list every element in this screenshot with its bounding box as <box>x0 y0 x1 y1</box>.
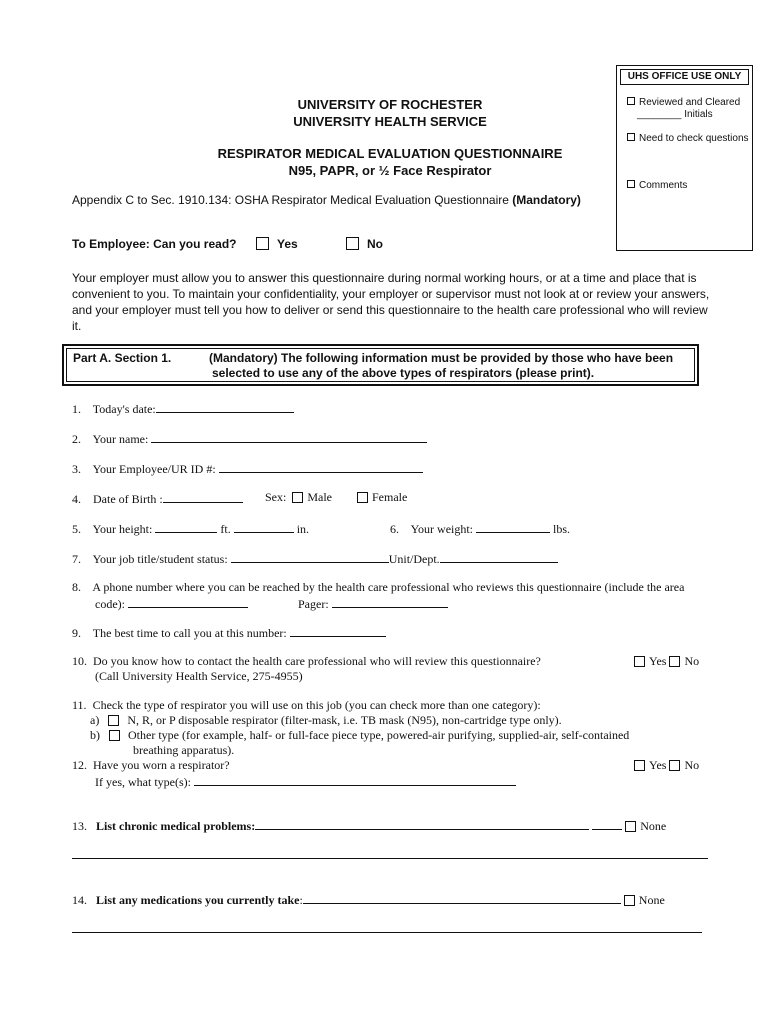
read-yes-checkbox[interactable] <box>256 237 269 250</box>
can-you-read-label: To Employee: Can you read? <box>72 237 237 251</box>
question-1 <box>72 400 294 417</box>
q10-yes-option[interactable] <box>634 654 666 668</box>
respirator-type-field[interactable] <box>194 773 516 786</box>
q3-label: Your Employee/UR ID #: <box>92 462 216 476</box>
q13-label: List chronic medical problems: <box>96 819 256 833</box>
q4-number: 4. <box>72 492 81 506</box>
q10-yes-checkbox[interactable] <box>634 656 645 667</box>
q7-label: Your job title/student status: <box>92 552 228 566</box>
q11-option-a[interactable] <box>90 713 562 728</box>
q3-number: 3. <box>72 462 81 476</box>
chronic-problems-field-2[interactable] <box>592 817 622 830</box>
questionnaire-subtitle: N95, PAPR, or ½ Face Respirator <box>288 163 492 178</box>
pager-row <box>298 595 448 612</box>
read-no-label: No <box>367 237 383 251</box>
question-4 <box>72 490 243 507</box>
q11-option-b[interactable] <box>90 728 629 743</box>
question-8 <box>72 580 684 595</box>
question-9 <box>72 624 386 641</box>
q13-none-option[interactable] <box>625 819 666 833</box>
unit-dept-label: Unit/Dept. <box>388 552 440 566</box>
questionnaire-title: RESPIRATOR MEDICAL EVALUATION QUESTIONNAIRE <box>217 146 563 161</box>
health-service-title: UNIVERSITY HEALTH SERVICE <box>293 114 487 129</box>
q13-none-label: None <box>640 819 667 833</box>
q10-line1: Do you know how to contact the health care professional who will review this questionnaire? <box>93 654 541 668</box>
q14-none-label: None <box>638 893 665 907</box>
q8-line1: A phone number where you can be reached by the health care professional who reviews this questionnaire (include the area <box>92 580 685 594</box>
q10-line2: (Call University Health Service, 275-4955) <box>95 669 303 683</box>
phone-field[interactable] <box>128 595 248 608</box>
q12-yes-option[interactable] <box>634 758 666 772</box>
q14-none-option[interactable] <box>624 893 665 907</box>
medications-field[interactable] <box>303 891 621 904</box>
q11-a-label: a) <box>90 713 100 727</box>
q12-line1: Have you worn a respirator? <box>93 758 230 772</box>
question-3 <box>72 460 423 477</box>
q11-number: 11. <box>72 698 87 712</box>
q10-no-label: No <box>684 654 700 668</box>
q11-line1: Check the type of respirator you will use on this job (you can check more than one category): <box>92 698 541 712</box>
question-13 <box>72 817 666 834</box>
question-5 <box>72 520 309 537</box>
q11-b-text2: breathing apparatus). <box>133 743 235 757</box>
appendix-line <box>72 192 581 208</box>
unit-dept-field[interactable] <box>440 550 558 563</box>
sex-female-option[interactable] <box>357 490 407 505</box>
initials-row <box>637 109 713 121</box>
q14-extra-line[interactable] <box>72 932 702 933</box>
q8-number: 8. <box>72 580 81 594</box>
appendix-text: Appendix C to Sec. 1910.134: OSHA Respirator Medical Evaluation Questionnaire <box>72 193 509 207</box>
date-of-birth-field[interactable] <box>163 490 243 503</box>
sex-label: Sex: <box>265 490 287 504</box>
q11-a-text: N, R, or P disposable respirator (filter-mask, i.e. TB mask (N95), non-cartridge type only). <box>127 713 562 727</box>
q11-a-checkbox[interactable] <box>108 715 119 726</box>
sex-male-option[interactable] <box>292 490 332 504</box>
female-checkbox[interactable] <box>357 492 368 503</box>
q12-number: 12. <box>72 758 87 772</box>
q7-number: 7. <box>72 552 81 566</box>
q14-number: 14. <box>72 893 87 907</box>
need-check-row[interactable] <box>627 133 749 145</box>
university-title: UNIVERSITY OF ROCHESTER <box>297 97 483 112</box>
read-yes-option[interactable] <box>256 236 298 252</box>
read-no-option[interactable] <box>346 236 383 252</box>
employee-id-field[interactable] <box>219 460 423 473</box>
ft-label: ft. <box>220 522 231 536</box>
q12-options <box>634 758 699 773</box>
question-10 <box>72 654 541 669</box>
office-use-title: UHS OFFICE USE ONLY <box>620 69 749 85</box>
q5-label: Your height: <box>92 522 153 536</box>
pager-label: Pager: <box>298 597 329 611</box>
q13-none-checkbox[interactable] <box>625 821 636 832</box>
question-11 <box>72 698 541 713</box>
q12-yes-label: Yes <box>649 758 667 772</box>
q12-no-checkbox[interactable] <box>669 760 680 771</box>
q10-no-option[interactable] <box>669 654 699 668</box>
need-check-checkbox[interactable] <box>627 133 635 141</box>
q10-yes-label: Yes <box>649 654 667 668</box>
q11-b-text: Other type (for example, half- or full-face piece type, powered-air purifying, supplied-air, self-contained <box>128 728 630 742</box>
your-name-field[interactable] <box>151 430 427 443</box>
initials-label: Initials <box>684 109 713 120</box>
read-yes-label: Yes <box>277 237 298 251</box>
question-12 <box>72 758 230 773</box>
q6-label: Your weight: <box>410 522 474 536</box>
q1-number: 1. <box>72 402 81 416</box>
question-2 <box>72 430 427 447</box>
male-label: Male <box>307 490 332 504</box>
q14-none-checkbox[interactable] <box>624 895 635 906</box>
q8-line2 <box>95 595 248 612</box>
q12-no-label: No <box>684 758 700 772</box>
part-a-box <box>62 344 699 386</box>
need-check-label: Need to check questions <box>639 133 749 144</box>
appendix-mandatory: (Mandatory) <box>512 193 581 207</box>
lbs-label: lbs. <box>553 522 571 536</box>
part-a-text-1: (Mandatory) The following information must be provided by those who have been <box>209 351 674 365</box>
q2-label: Your name: <box>92 432 149 446</box>
male-checkbox[interactable] <box>292 492 303 503</box>
reviewed-checkbox[interactable] <box>627 97 635 105</box>
comments-label: Comments <box>639 180 688 191</box>
todays-date-field[interactable] <box>156 400 294 413</box>
comments-checkbox[interactable] <box>627 180 635 188</box>
initials-blank[interactable]: ________ <box>637 109 682 120</box>
q5-number: 5. <box>72 522 81 536</box>
q6-number: 6. <box>390 522 399 536</box>
read-no-checkbox[interactable] <box>346 237 359 250</box>
q13-number: 13. <box>72 819 87 833</box>
height-ft-field[interactable] <box>155 520 217 533</box>
height-in-field[interactable] <box>234 520 294 533</box>
question-7 <box>72 550 558 567</box>
question-14 <box>72 891 665 908</box>
part-a-text-2: selected to use any of the above types of respirators (please print). <box>212 366 595 380</box>
q8-code-label: code): <box>95 597 125 611</box>
q12-no-option[interactable] <box>669 758 699 772</box>
q1-label: Today's date: <box>92 402 156 416</box>
pager-field[interactable] <box>332 595 448 608</box>
q11-b-checkbox[interactable] <box>109 730 120 741</box>
q4-label: Date of Birth : <box>93 492 163 506</box>
q12-line2 <box>95 773 516 790</box>
q10-options <box>634 654 699 669</box>
can-you-read-row <box>72 236 236 252</box>
reviewed-label: Reviewed and Cleared <box>639 97 741 108</box>
q12-type-label: If yes, what type(s): <box>95 775 191 789</box>
q9-number: 9. <box>72 626 81 640</box>
in-label: in. <box>296 522 310 536</box>
q13-extra-line[interactable] <box>72 858 708 859</box>
comments-row[interactable] <box>627 180 687 192</box>
q14-colon: : <box>299 893 303 907</box>
reviewed-checkbox-row[interactable] <box>627 97 740 109</box>
weight-field[interactable] <box>476 520 550 533</box>
chronic-problems-field[interactable] <box>255 817 589 830</box>
q9-label: The best time to call you at this number: <box>92 626 287 640</box>
q10-no-checkbox[interactable] <box>669 656 680 667</box>
q11-b-label: b) <box>90 728 100 742</box>
q10-number: 10. <box>72 654 87 668</box>
q2-number: 2. <box>72 432 81 446</box>
job-title-field[interactable] <box>231 550 389 563</box>
sex-row <box>265 490 332 505</box>
question-6 <box>390 520 570 537</box>
office-use-box <box>616 65 753 251</box>
best-time-field[interactable] <box>290 624 386 637</box>
q14-label: List any medications you currently take <box>96 893 300 907</box>
part-a-label: Part A. Section 1. <box>73 351 172 365</box>
female-label: Female <box>372 490 408 504</box>
intro-paragraph: Your employer must allow you to answer this questionnaire during normal working hours, or at a time and place that is convenient to you. To maintain your confidentiality, your employer or supervisor must not look at or review your answers, and your employer must tell you how to deliver or send this questionnaire to the health care professional who will review it. <box>72 271 710 333</box>
q12-yes-checkbox[interactable] <box>634 760 645 771</box>
